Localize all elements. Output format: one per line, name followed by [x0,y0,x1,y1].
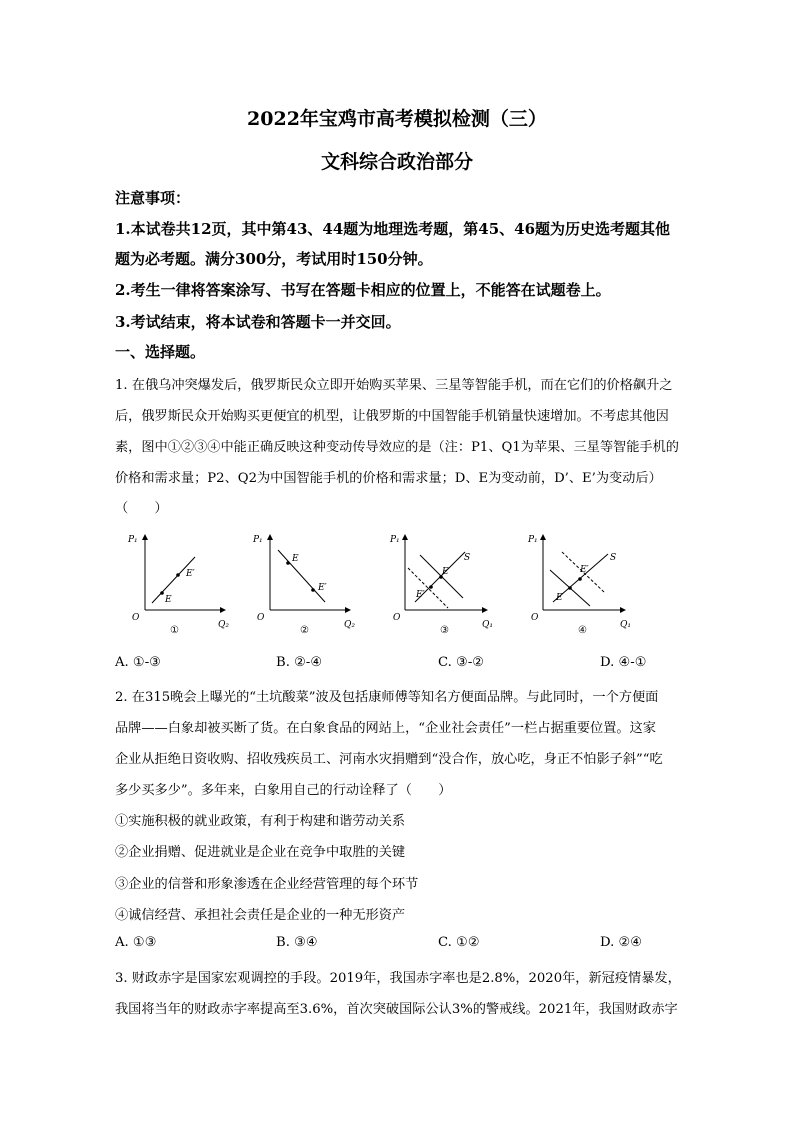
q2-line: 企业从拒绝日资收购、招收残疾员工、河南水灾捐赠到“没合作，放心吃，身正不怕影子斜”“吃 [115,752,663,767]
point-e-prime [578,577,582,581]
q1-line: 1. 在俄乌冲突爆发后，俄罗斯民众立即开始购买苹果、三星等智能手机，而在它们的价格飙升之 [115,378,673,393]
point-label: E′ [318,583,327,593]
q2-statement: ④诚信经营、承担社会责任是企业的一种无形资产 [115,908,406,923]
curve [278,550,325,602]
notice-line-3: 3.考试结束，将本试卷和答题卡一并交回。 [115,313,401,331]
q1-answer-bracket: （ ） [115,501,168,516]
point-label: E′ [416,590,425,600]
q1-line: 价格和需求量；P2、Q2为中国智能手机的价格和需求量；D、E为变动前，D’、E’为变动后） [115,471,662,486]
q1-option-b[interactable]: B. ②-④ [276,655,323,670]
point-label: E′ [186,569,195,579]
point-e [160,591,164,595]
x-axis-label: Q₂ [344,620,355,630]
q2-line: 多少买多少”。多年来，白象用自己的行动诠释了（ ） [115,783,452,798]
graph-3 [389,535,493,636]
graph-2 [252,535,355,636]
exam-title: 2022年宝鸡市高考模拟检测（三） [247,108,547,130]
point-label: E [556,593,563,603]
q2-option-d[interactable]: D. ②④ [600,935,643,950]
notice-heading: 注意事项： [115,189,191,207]
x-axis-label: Q₁ [482,620,493,630]
q1-line: 素，图中①②③④中能正确反映这种变动传导效应的是（注：P1、Q1为苹果、三星等智能手机的 [115,440,679,455]
point-e-prime [176,573,180,577]
q1-graphs [0,530,794,650]
y-axis-label: P₁ [528,535,538,545]
notice-line-1a: 1.本试卷共12页，其中第43、44题为地理选考题，第45、46题为历史选考题其他 [115,220,671,238]
graph-number: ③ [440,625,449,636]
exam-subtitle: 文科综合政治部分 [320,151,473,173]
origin-label: O [393,613,401,623]
supply-label: S [464,553,471,563]
origin-label: O [132,613,140,623]
graph-number: ④ [578,625,587,636]
q1-option-c[interactable]: C. ③-② [438,655,485,670]
graph-1 [127,535,229,636]
origin-label: O [531,613,539,623]
q1-option-a[interactable]: A. ①-③ [115,655,162,670]
supply-label: S [610,553,617,563]
notice-line-2: 2.考生一律将答案涂写、书写在答题卡相应的位置上，不能答在试题卷上。 [115,281,611,299]
point-e [568,586,572,590]
point-e-prime [429,585,433,589]
q1-line: 后，俄罗斯民众开始购买更便宜的机型，让俄罗斯的中国智能手机销量快速增加。不考虑其他因 [115,409,669,424]
notice-line-1b: 题为必考题。满分300分，考试用时150分钟。 [115,250,433,268]
q2-line: 2. 在315晚会上曝光的“土坑酸菜”波及包括康师傅等知名方便面品牌。与此同时，一个方便面 [115,690,659,705]
x-axis-label: Q₂ [218,620,229,630]
q2-option-a[interactable]: A. ①③ [115,935,157,950]
y-axis-label: P₁ [253,535,263,545]
q2-option-b[interactable]: B. ③④ [276,935,318,950]
q3-line: 3. 财政赤字是国家宏观调控的手段。2019年，我国赤字率也是2.8%，2020年，新冠疫情暴发， [115,971,681,986]
q2-line: 品牌——白象却被买断了货。在白象食品的网站上，“企业社会责任”一栏占据重要位置。这家 [115,721,656,736]
point-label: E [292,554,299,564]
q2-statement: ②企业捐赠、促进就业是企业在竞争中取胜的关键 [115,845,406,860]
q2-option-c[interactable]: C. ①② [438,935,480,950]
point-label: E [442,567,449,577]
point-e [286,561,290,565]
graph-number: ① [170,625,179,636]
q2-statement: ①实施积极的就业政策，有利于构建和谐劳动关系 [115,814,406,829]
graph-number: ② [300,625,309,636]
section-heading: 一、选择题。 [115,343,206,361]
q3-line: 我国将当年的财政赤字率提高至3.6%，首次突破国际公认3%的警戒线。2021年，我国财政赤字 [115,1002,678,1017]
q2-statement: ③企业的信誉和形象渗透在企业经营管理的每个环节 [115,877,419,892]
point-label: E′ [580,565,589,575]
y-axis-label: P₁ [390,535,400,545]
y-axis-label: P₁ [128,535,138,545]
graph-4 [527,535,631,636]
x-axis-label: Q₁ [620,620,631,630]
curve [152,557,195,603]
point-label: E [165,595,172,605]
origin-label: O [257,613,265,623]
q1-option-d[interactable]: D. ④-① [600,655,647,670]
point-e-prime [311,588,315,592]
